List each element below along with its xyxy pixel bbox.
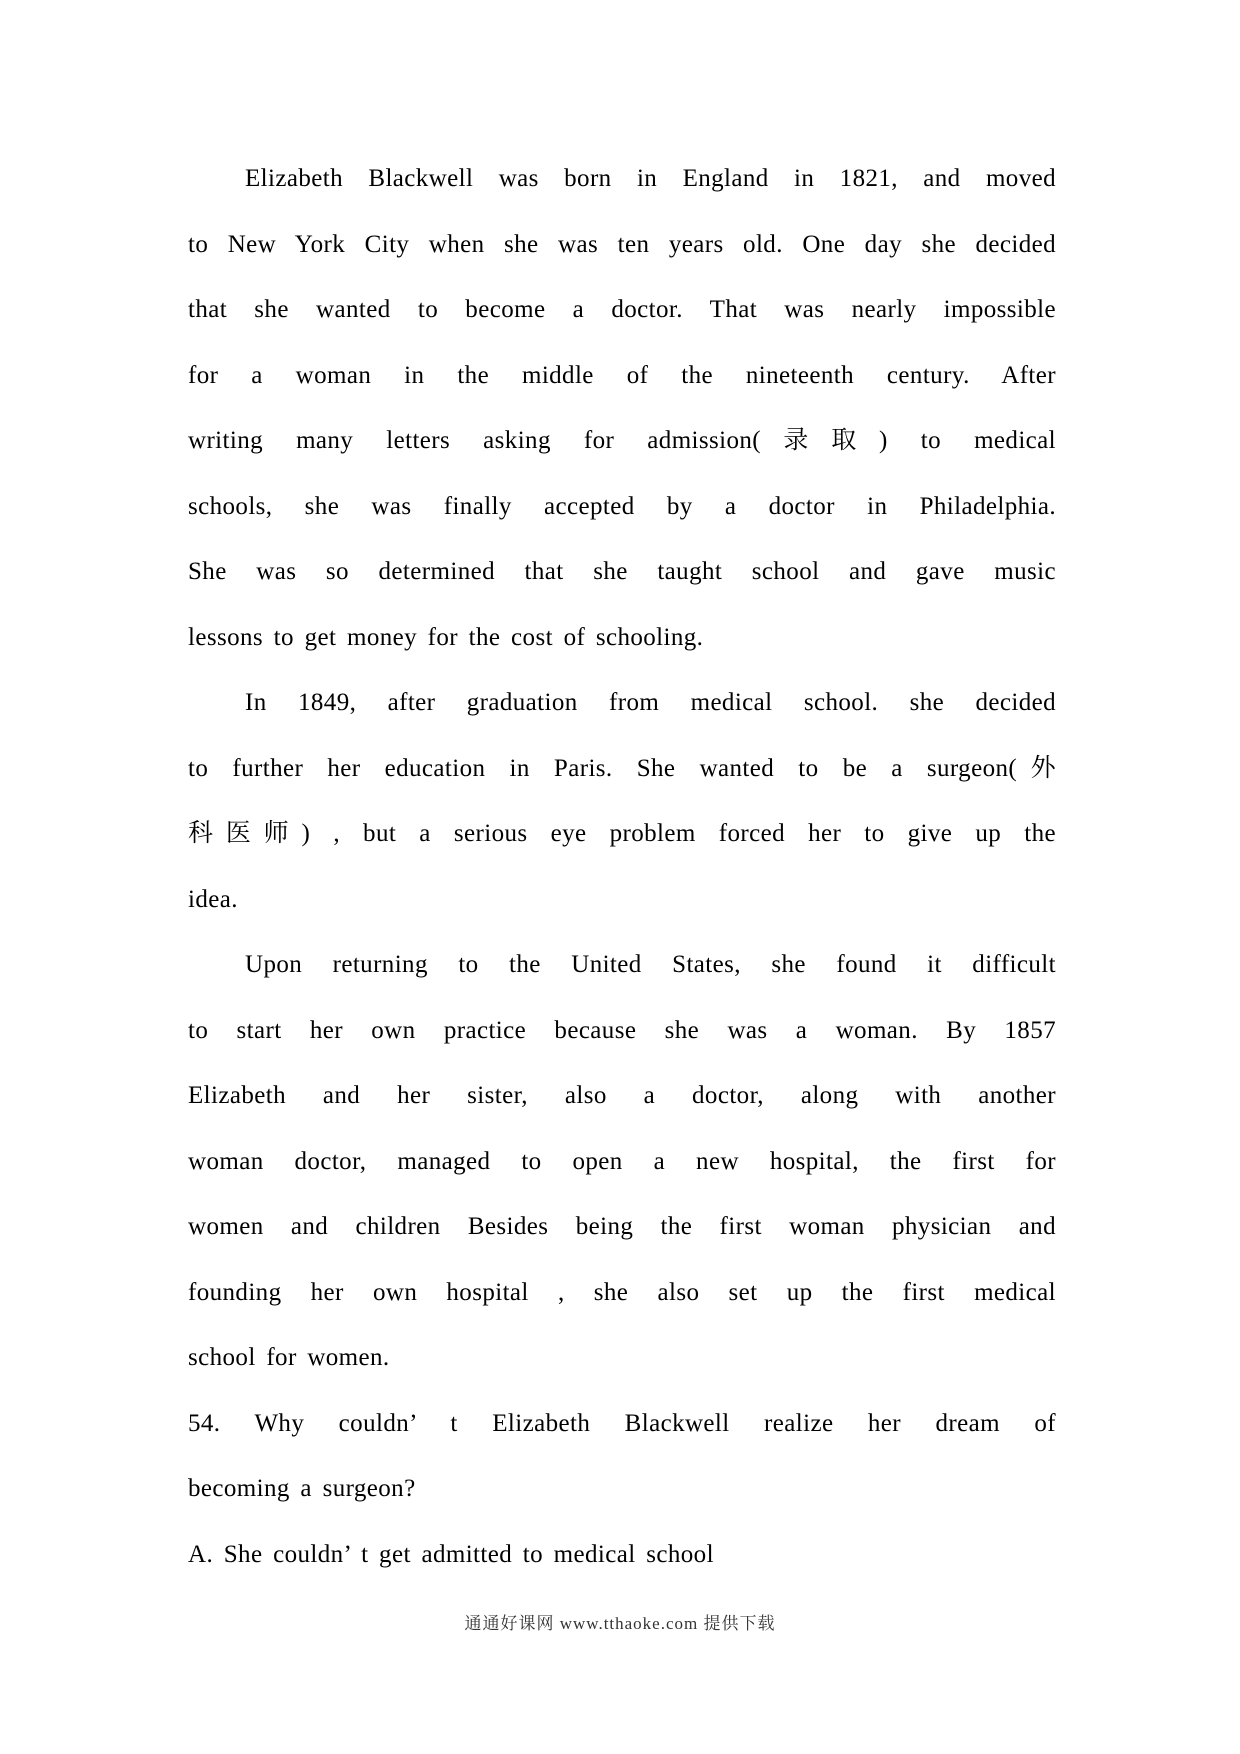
passage-line: schools, she was finally accepted by a doctor in Philadelphia. bbox=[188, 492, 1056, 520]
passage-line: lessons to get money for the cost of schooling. bbox=[188, 623, 704, 651]
passage-line: Elizabeth and her sister, also a doctor, along with another bbox=[188, 1082, 1056, 1109]
passage-line: Elizabeth Blackwell was born in England in 1821, and moved bbox=[245, 165, 1056, 192]
passage-line: In 1849, after graduation from medical school. she decided bbox=[245, 689, 1056, 716]
passage-line: founding her own hospital , she also set up the first medical bbox=[188, 1278, 1056, 1306]
passage-text-block bbox=[188, 146, 1056, 1587]
question-line: 54. Why couldn’ t Elizabeth Blackwell realize her dream of bbox=[188, 1409, 1056, 1437]
passage-line: to further her education in Paris. She wanted to be a surgeon(外 bbox=[188, 754, 1056, 782]
passage-line: for a woman in the middle of the nineteenth century. After bbox=[188, 361, 1056, 389]
passage-line: 科医师) , but a serious eye problem forced her to give up the bbox=[188, 820, 1056, 847]
passage-line: Upon returning to the United States, she found it difficult bbox=[245, 951, 1056, 978]
passage-line: writing many letters asking for admission(录取) to medical bbox=[188, 427, 1056, 454]
passage-line: She was so determined that she taught school and gave music bbox=[188, 558, 1056, 585]
question-line: becoming a surgeon? bbox=[188, 1475, 416, 1502]
passage-line: idea. bbox=[188, 885, 238, 913]
footer-note: 通通好课网 www.tthaoke.com 提供下载 bbox=[464, 1614, 776, 1633]
passage-line: women and children Besides being the first woman physician and bbox=[188, 1213, 1056, 1240]
passage-line: to start her own practice because she was a woman. By 1857 bbox=[188, 1016, 1056, 1044]
option-line: A. She couldn’ t get admitted to medical school bbox=[188, 1540, 714, 1568]
passage-line: woman doctor, managed to open a new hospital, the first for bbox=[188, 1147, 1056, 1175]
passage-line: that she wanted to become a doctor. That was nearly impossible bbox=[188, 296, 1056, 323]
passage-line: school for women. bbox=[188, 1344, 390, 1371]
passage-line: to New York City when she was ten years old. One day she decided bbox=[188, 230, 1056, 258]
